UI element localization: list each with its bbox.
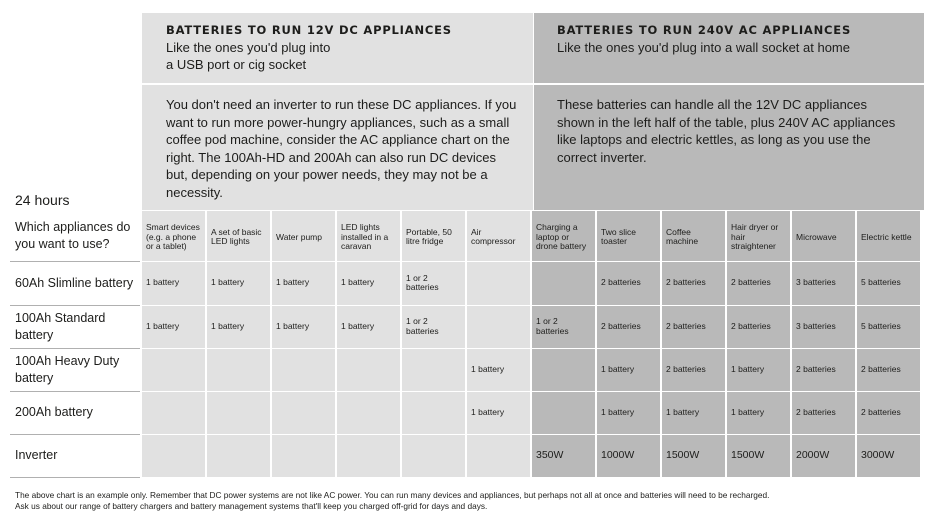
appliance-header: A set of basic LED lights bbox=[206, 211, 271, 261]
ac-header-title: BATTERIES TO RUN 240V AC APPLIANCES bbox=[557, 23, 852, 37]
table-cell: 1500W bbox=[726, 434, 791, 477]
table-cell: 1 battery bbox=[206, 261, 271, 305]
table-cell bbox=[531, 348, 596, 391]
table-cell: 1 battery bbox=[661, 391, 726, 434]
ac-header-body bbox=[534, 85, 924, 166]
row-label: 100Ah Heavy Duty battery bbox=[10, 348, 141, 391]
table-cell bbox=[401, 434, 466, 477]
appliance-header: Hair dryer or hair straightener bbox=[726, 211, 791, 261]
ac-header-subtitle: Like the ones you'd plug into a wall socket at home bbox=[557, 40, 850, 55]
table-cell: 1 battery bbox=[141, 305, 206, 348]
table-cell bbox=[336, 434, 401, 477]
table-cell bbox=[206, 434, 271, 477]
table-cell bbox=[336, 348, 401, 391]
table-row bbox=[10, 348, 920, 391]
appliance-header: LED lights installed in a caravan bbox=[336, 211, 401, 261]
table-cell: 2000W bbox=[791, 434, 856, 477]
appliance-header: Two slice toaster bbox=[596, 211, 661, 261]
table-cell bbox=[531, 261, 596, 305]
table-cell: 5 batteries bbox=[856, 305, 920, 348]
table-cell: 1 or 2 batteries bbox=[401, 305, 466, 348]
ac-body-text: These batteries can handle all the 12V DC appliances shown in the left half of the table, plus 240V AC appliances like laptops and electric kettles, as long as you use the correct inverter. bbox=[557, 97, 896, 165]
table-cell: 1 battery bbox=[596, 391, 661, 434]
table-cell: 3000W bbox=[856, 434, 920, 477]
table-cell: 1 battery bbox=[271, 305, 336, 348]
dc-header-subtitle bbox=[166, 39, 466, 73]
table-cell bbox=[206, 391, 271, 434]
battery-table bbox=[10, 211, 920, 478]
table-cell bbox=[271, 391, 336, 434]
appliance-header: Air compressor bbox=[466, 211, 531, 261]
dc-header-body bbox=[142, 85, 533, 201]
table-cell: 2 batteries bbox=[791, 348, 856, 391]
table-cell: 2 batteries bbox=[661, 348, 726, 391]
appliance-header: Smart devices (e.g. a phone or a tablet) bbox=[141, 211, 206, 261]
table-cell bbox=[141, 434, 206, 477]
table-cell: 5 batteries bbox=[856, 261, 920, 305]
table-cell: 2 batteries bbox=[596, 305, 661, 348]
footer-note bbox=[15, 490, 925, 511]
footer-line-2: Ask us about our range of battery chargers and battery management systems that'll keep you charged off-grid for days and days. bbox=[15, 500, 488, 511]
table-cell: 2 batteries bbox=[661, 305, 726, 348]
table-cell: 1 battery bbox=[726, 391, 791, 434]
table-cell bbox=[271, 348, 336, 391]
dc-header-title: BATTERIES TO RUN 12V DC APPLIANCES bbox=[166, 23, 452, 37]
table-cell: 2 batteries bbox=[856, 348, 920, 391]
table-cell: 350W bbox=[531, 434, 596, 477]
table-cell: 2 batteries bbox=[791, 391, 856, 434]
appliance-header-row bbox=[10, 211, 920, 261]
ac-header-top bbox=[534, 13, 924, 85]
table-cell: 1 battery bbox=[336, 261, 401, 305]
row-label: 60Ah Slimline battery bbox=[10, 261, 141, 305]
ac-header-panel bbox=[534, 13, 924, 210]
table-cell bbox=[206, 348, 271, 391]
table-cell bbox=[466, 305, 531, 348]
table-cell bbox=[271, 434, 336, 477]
table-cell: 1500W bbox=[661, 434, 726, 477]
table-row bbox=[10, 434, 920, 477]
table-cell: 1000W bbox=[596, 434, 661, 477]
table-cell: 2 batteries bbox=[856, 391, 920, 434]
table-cell: 1 or 2 batteries bbox=[531, 305, 596, 348]
table-row bbox=[10, 261, 920, 305]
table-cell bbox=[531, 391, 596, 434]
table-cell bbox=[466, 434, 531, 477]
table-cell: 2 batteries bbox=[726, 261, 791, 305]
appliance-header: Water pump bbox=[271, 211, 336, 261]
appliance-header: Electric kettle bbox=[856, 211, 920, 261]
table-cell: 1 battery bbox=[466, 391, 531, 434]
table-cell bbox=[336, 391, 401, 434]
table-cell: 3 batteries bbox=[791, 305, 856, 348]
battery-table-body bbox=[10, 211, 920, 477]
hours-label: 24 hours bbox=[15, 192, 70, 208]
table-cell bbox=[466, 261, 531, 305]
table-cell: 1 battery bbox=[336, 305, 401, 348]
dc-body-text: You don't need an inverter to run these DC appliances. If you want to run more power-hungry appliances, such as a small coffee pod machine, consider the AC appliance chart on the right. The 100Ah-HD and 200Ah can also run DC devices but, depending on your power needs, they may not be a necessity. bbox=[166, 97, 517, 200]
table-cell: 1 battery bbox=[596, 348, 661, 391]
table-row bbox=[10, 305, 920, 348]
table-cell: 2 batteries bbox=[726, 305, 791, 348]
table-cell: 2 batteries bbox=[596, 261, 661, 305]
table-cell bbox=[401, 348, 466, 391]
appliance-header: Microwave bbox=[791, 211, 856, 261]
question-label: Which appliances do you want to use? bbox=[10, 211, 141, 261]
table-row bbox=[10, 391, 920, 434]
row-label: Inverter bbox=[10, 434, 141, 477]
dc-header-top bbox=[142, 13, 533, 85]
dc-subtitle-line-2: a USB port or cig socket bbox=[166, 57, 307, 72]
table-cell bbox=[141, 348, 206, 391]
table-cell: 3 batteries bbox=[791, 261, 856, 305]
dc-header-panel bbox=[142, 13, 533, 210]
table-cell: 1 battery bbox=[141, 261, 206, 305]
dc-subtitle-line-1: Like the ones you'd plug into bbox=[166, 40, 331, 55]
table-cell: 1 battery bbox=[466, 348, 531, 391]
appliance-header: Charging a laptop or drone battery bbox=[531, 211, 596, 261]
appliance-header: Portable, 50 litre fridge bbox=[401, 211, 466, 261]
table-cell bbox=[401, 391, 466, 434]
appliance-header: Coffee machine bbox=[661, 211, 726, 261]
footer-line-1: The above chart is an example only. Remember that DC power systems are not like AC power. You can run many devices and appliances, but perhaps not all at once and batteries will need to be recharged. bbox=[15, 490, 770, 500]
table-cell: 1 battery bbox=[271, 261, 336, 305]
table-cell bbox=[141, 391, 206, 434]
table-cell: 1 battery bbox=[726, 348, 791, 391]
table-cell: 1 or 2 batteries bbox=[401, 261, 466, 305]
row-label: 100Ah Standard battery bbox=[10, 305, 141, 348]
row-label: 200Ah battery bbox=[10, 391, 141, 434]
table-cell: 2 batteries bbox=[661, 261, 726, 305]
table-cell: 1 battery bbox=[206, 305, 271, 348]
